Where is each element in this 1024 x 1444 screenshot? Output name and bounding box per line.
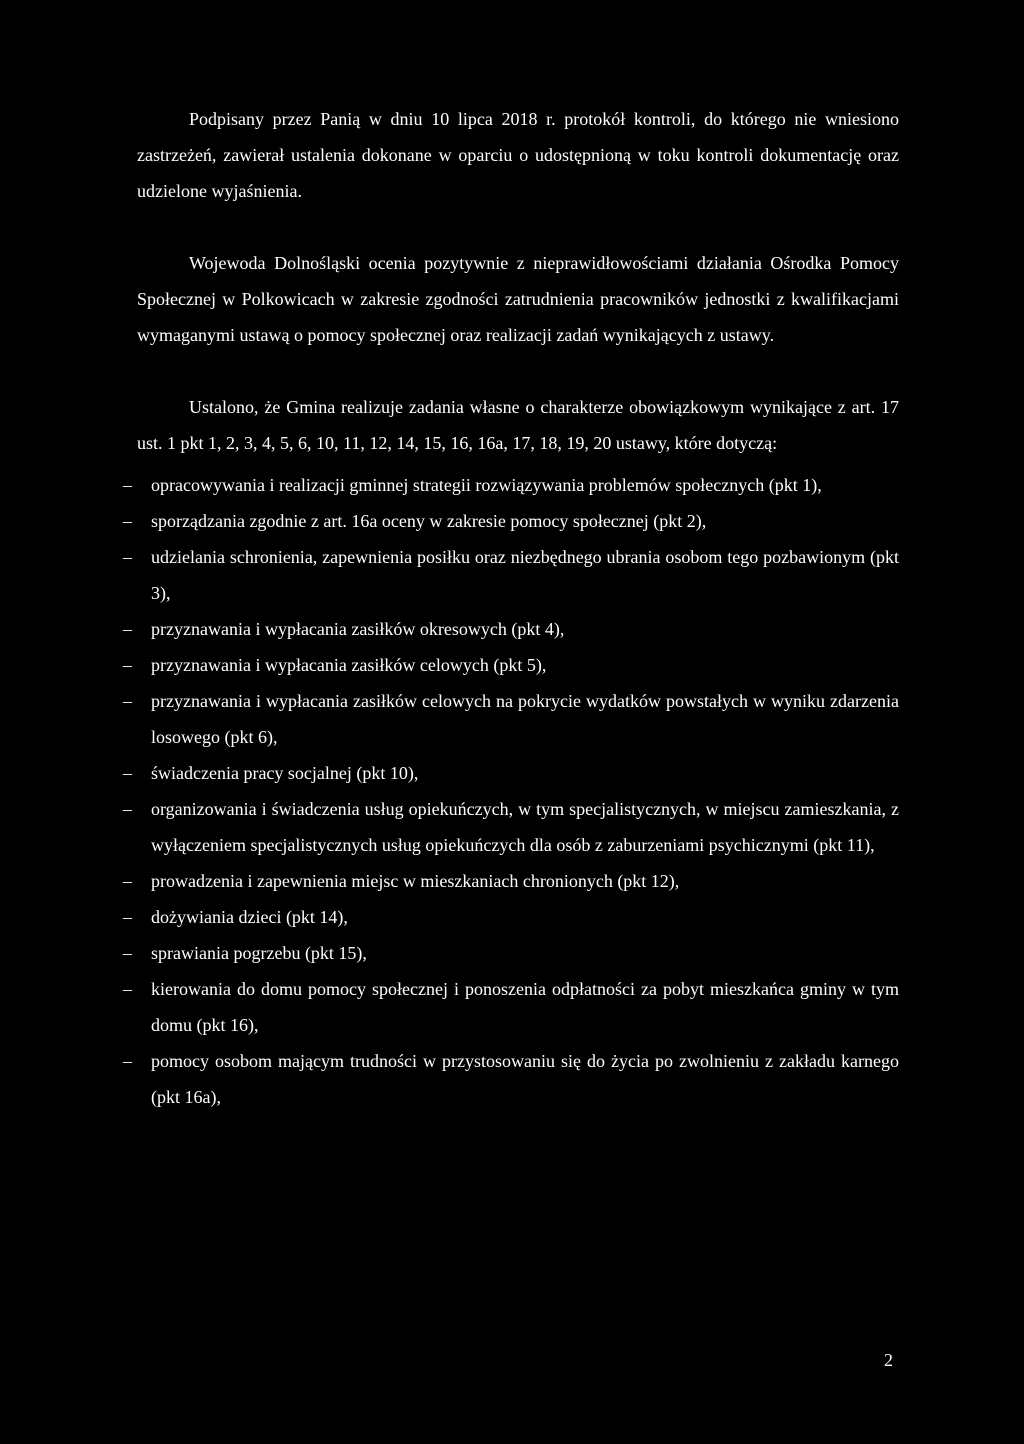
list-item-text: sporządzania zgodnie z art. 16a oceny w zakresie pomocy społecznej (pkt 2), — [151, 511, 707, 531]
list-item — [123, 791, 899, 863]
list-item — [123, 683, 899, 755]
list-item — [123, 935, 899, 971]
list-item-text: pomocy osobom mającym trudności w przystosowaniu się do życia po zwolnieniu z zakładu karnego (pkt 16a), — [151, 1051, 899, 1107]
dash-marker: – — [123, 511, 132, 531]
dash-marker: – — [123, 943, 132, 963]
page-number: 2 — [884, 1350, 893, 1370]
dash-marker: – — [123, 619, 132, 639]
dash-marker: – — [123, 871, 132, 891]
list-item — [123, 503, 899, 539]
list-item-text: kierowania do domu pomocy społecznej i ponoszenia odpłatności za pobyt mieszkańca gminy w tym domu (pkt 16), — [151, 979, 899, 1035]
dash-marker: – — [123, 691, 132, 711]
tasks-list — [123, 467, 899, 1115]
dash-marker: – — [123, 799, 132, 819]
dash-marker: – — [123, 655, 132, 675]
list-item-text: przyznawania i wypłacania zasiłków okresowych (pkt 4), — [151, 619, 565, 639]
list-item — [123, 647, 899, 683]
dash-marker: – — [123, 763, 132, 783]
dash-marker: – — [123, 1051, 132, 1071]
paragraph-assessment: Wojewoda Dolnośląski ocenia pozytywnie z nieprawidłowościami działania Ośrodka Pomocy Społecznej w Polkowicach w zakresie zgodności zatrudnienia pracowników jednostki z kwalifikacjami wymaganymi ustawą o pomocy społecznej oraz realizacji zadań wynikających z ustawy. — [137, 253, 899, 345]
list-item — [123, 467, 899, 503]
list-item — [123, 1043, 899, 1115]
list-item-text: organizowania i świadczenia usług opiekuńczych, w tym specjalistycznych, w miejscu zamieszkania, z wyłączeniem specjalistycznych usług opiekuńczych dla osób z zaburzeniami psychicznymi (pkt 11), — [151, 799, 899, 855]
list-item-text: opracowywania i realizacji gminnej strategii rozwiązywania problemów społecznych (pkt 1), — [151, 475, 822, 495]
list-item-text: dożywiania dzieci (pkt 14), — [151, 907, 348, 927]
list-item-text: udzielania schronienia, zapewnienia posiłku oraz niezbędnego ubrania osobom tego pozbawionym (pkt 3), — [151, 547, 899, 603]
list-item — [123, 611, 899, 647]
dash-marker: – — [123, 979, 132, 999]
list-item — [123, 899, 899, 935]
list-item-text: prowadzenia i zapewnienia miejsc w mieszkaniach chronionych (pkt 12), — [151, 871, 680, 891]
list-item — [123, 539, 899, 611]
dash-marker: – — [123, 475, 132, 495]
list-item-text: przyznawania i wypłacania zasiłków celowych na pokrycie wydatków powstałych w wyniku zdarzenia losowego (pkt 6), — [151, 691, 899, 747]
paragraph-findings: Ustalono, że Gmina realizuje zadania własne o charakterze obowiązkowym wynikające z art. 17 ust. 1 pkt 1, 2, 3, 4, 5, 6, 10, 11, 12, 14, 15, 16, 16a, 17, 18, 19, 20 ustawy, które dotyczą: — [137, 397, 899, 453]
document-page — [123, 101, 899, 1115]
list-item-text: sprawiania pogrzebu (pkt 15), — [151, 943, 367, 963]
dash-marker: – — [123, 907, 132, 927]
list-item — [123, 755, 899, 791]
dash-marker: – — [123, 547, 132, 567]
paragraph-protocol: Podpisany przez Panią w dniu 10 lipca 2018 r. protokół kontroli, do którego nie wniesiono zastrzeżeń, zawierał ustalenia dokonane w oparciu o udostępnioną w toku kontroli dokumentację oraz udzielone wyjaśnienia. — [137, 109, 899, 201]
list-item — [123, 863, 899, 899]
list-item-text: przyznawania i wypłacania zasiłków celowych (pkt 5), — [151, 655, 547, 675]
list-item-text: świadczenia pracy socjalnej (pkt 10), — [151, 763, 419, 783]
list-item — [123, 971, 899, 1043]
